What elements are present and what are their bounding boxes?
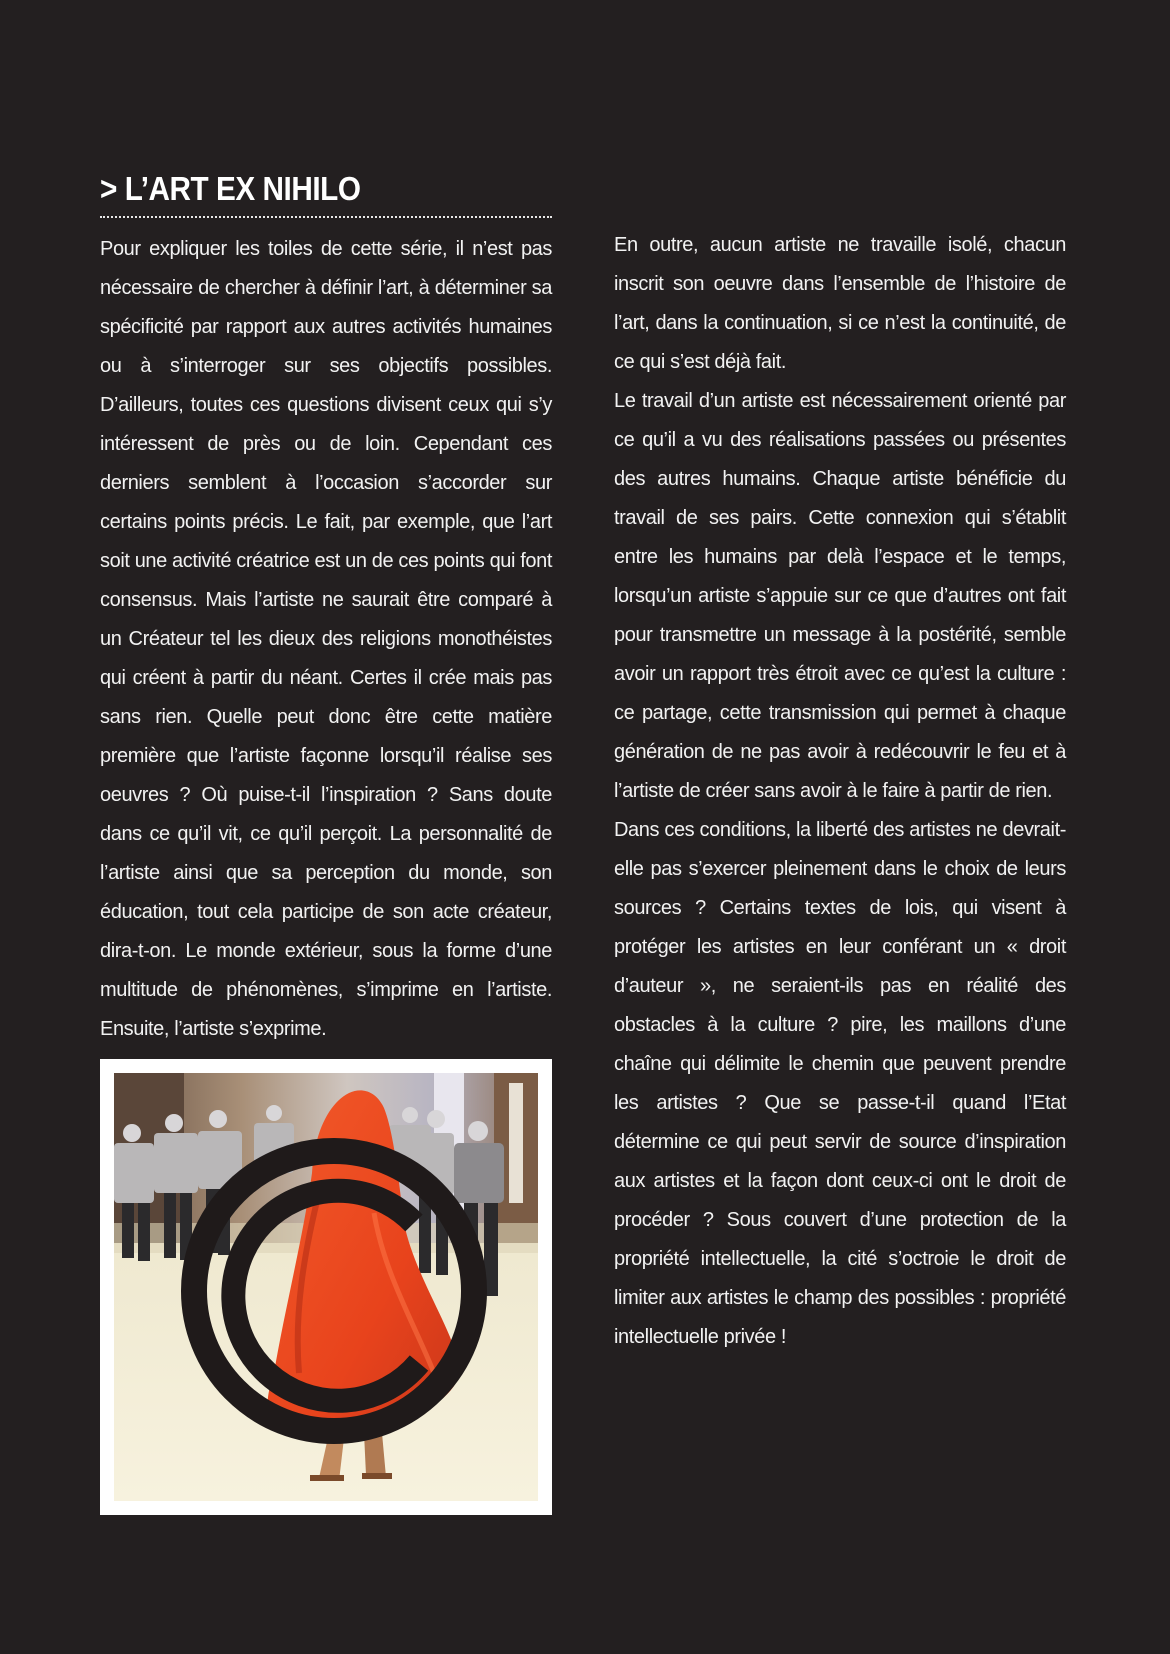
right-paragraph-3: Dans ces conditions, la liberté des artistes ne devrait-elle pas s’exercer pleinement dans le choix de leurs sources ? Certains textes de lois, qui visent à protéger les artistes en leur conférant un « droit d’auteur », ne seraient-ils pas en réalité des obstacles à la culture ? pire, les maillons d’une chaîne qui délimite le chemin que peuvent prendre les artistes ? Que se passe-t-il quand l’Etat détermine ce qui peut servir de source d’inspiration aux artistes et la façon dont ceux-ci ont le droit de procéder ? Sous couvert d’une protection de la propriété intellectuelle, la cité s’octroie le droit de limiter aux artistes le champ des possibles : propriété intellectuelle privée ! (614, 819, 1066, 1348)
painting-frame (100, 1059, 552, 1515)
left-paragraph-1: Pour expliquer les toiles de cette série, il n’est pas nécessaire de chercher à définir l’art, à déterminer sa spécificité par rapport aux autres activités humaines ou à s’interroger sur ses objectifs possibles. D’ailleurs, toutes ces questions divisent ceux qui s’y intéressent de près ou de loin. Cependant ces derniers semblent à l’occasion s’accorder sur certains points précis. Le fait, par exemple, que l’art soit une activité créatrice est un de ces points qui font consensus. Mais l’artiste ne saurait être comparé à un Créateur tel les dieux des religions monothéistes qui créent à partir du néant. Certes il crée mais pas sans rien. Quelle peut donc être cette matière première que l’artiste façonne lorsqu’il réalise ses oeuvres ? Où puise-t-il l’inspiration ? Sans doute dans ce qu’il vit, ce qu’il perçoit. La personnalité de l’artiste ainsi que sa perception du monde, son éducation, tout cela participe de son acte créateur, dira-t-on. Le monde extérieur, sous la forme d’une multitude de phénomènes, s’imprime en l’artiste. Ensuite, l’artiste s’exprime. (100, 238, 552, 1040)
right-paragraph-1: En outre, aucun artiste ne travaille isolé, chacun inscrit son oeuvre dans l’ensemble de l’histoire de l’art, dans la continuation, si ce n’est la continuité, de ce qui s’est déjà fait. (614, 234, 1066, 373)
page-title: > L’ART EX NIHILO (100, 170, 361, 207)
painting-image (114, 1073, 538, 1501)
dotted-divider (100, 216, 552, 218)
right-column (614, 226, 1066, 1357)
right-paragraph-2: Le travail d’un artiste est nécessairement orienté par ce qu’il a vu des réalisations passées ou présentes des autres humains. Chaque artiste bénéficie du travail de ses pairs. Cette connexion qui s’établit entre les humains par delà l’espace et le temps, lorsqu’un artiste s’appuie sur ce que d’autres ont fait pour transmettre un message à la postérité, semble avoir un rapport très étroit avec ce qu’est la culture : ce partage, cette transmission qui permet à chaque génération de ne pas avoir à redécouvrir le feu et à l’artiste de créer sans avoir à le faire à partir de rien. (614, 390, 1066, 802)
left-column (100, 230, 552, 1049)
